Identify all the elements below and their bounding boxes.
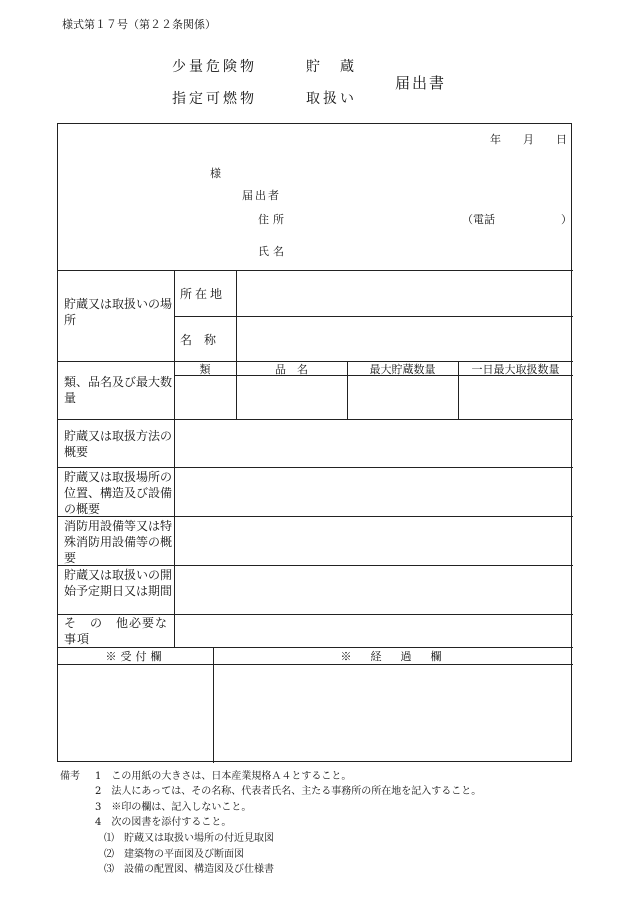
col-max-storage: 最大貯蔵数量 bbox=[369, 363, 436, 376]
note-4-3: ⑶ 設備の配置図、構造図及び仕様書 bbox=[104, 864, 274, 875]
reception-header: ※受付欄 bbox=[105, 650, 166, 663]
title-line1-a: 少量危険物 bbox=[172, 59, 257, 75]
progress-header: ※ 経 過 欄 bbox=[340, 650, 446, 663]
title-suffix: 届出書 bbox=[395, 74, 447, 92]
phone-field[interactable]: （電話 ） bbox=[462, 213, 572, 226]
col-item: 品 名 bbox=[275, 363, 308, 376]
schedule-label: 貯蔵又は取扱いの開始予定期日又は期間 bbox=[64, 568, 173, 598]
location-name-label: 名 称 bbox=[180, 333, 217, 347]
notes-head: 備考 bbox=[60, 771, 80, 782]
date-field[interactable]: 年 月 日 bbox=[490, 133, 567, 146]
fire-equipment-label: 消防用設備等又は特殊消防用設備等の概要 bbox=[64, 519, 173, 565]
note-4-2: ⑵ 建築物の平面図及び断面図 bbox=[104, 849, 244, 860]
form-number: 様式第１７号（第２２条関係） bbox=[62, 18, 216, 31]
note-3: 3 ※印の欄は、記入しないこと。 bbox=[95, 802, 252, 813]
title-line1-b: 貯 蔵 bbox=[306, 59, 357, 75]
location-address-label: 所在地 bbox=[180, 287, 226, 301]
title-line2-a: 指定可燃物 bbox=[172, 91, 257, 107]
type-label: 類、品名及び最大数量 bbox=[64, 375, 173, 405]
other-label: そ の 他必要な事項 bbox=[64, 616, 169, 646]
addressee-label: 様 bbox=[210, 167, 221, 180]
method-label: 貯蔵又は取扱方法の概要 bbox=[64, 429, 173, 459]
title-line2-b: 取扱い bbox=[306, 91, 357, 107]
col-type: 類 bbox=[199, 363, 211, 376]
location-label: 貯蔵又は取扱いの場所 bbox=[64, 297, 173, 327]
col-max-daily: 一日最大取扱数量 bbox=[471, 363, 560, 376]
name-label: 氏名 bbox=[258, 245, 288, 258]
note-4-1: ⑴ 貯蔵又は取扱い場所の付近見取図 bbox=[104, 833, 274, 844]
structure-label: 貯蔵又は取扱場所の位置、構造及び設備の概要 bbox=[64, 470, 173, 516]
address-label: 住所 bbox=[258, 213, 288, 226]
notifier-label: 届出者 bbox=[242, 189, 281, 202]
form-frame bbox=[57, 123, 572, 762]
note-4: 4 次の図書を添付すること。 bbox=[95, 817, 232, 828]
note-2: 2 法人にあっては、その名称、代表者氏名、主たる事務所の所在地を記入すること。 bbox=[95, 786, 482, 797]
note-1: 1 この用紙の大きさは、日本産業規格Ａ４とすること。 bbox=[95, 771, 352, 782]
